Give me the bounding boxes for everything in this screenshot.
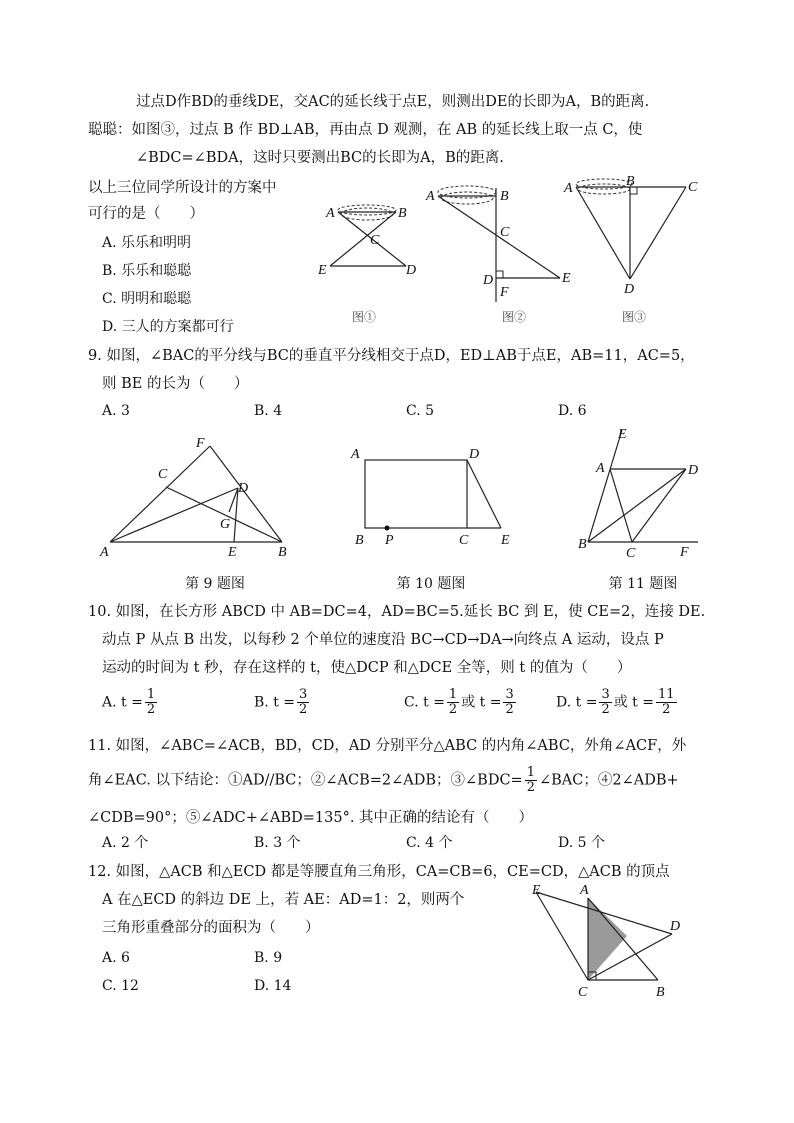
q11-option-a[interactable]: A. 2 个 <box>102 835 149 851</box>
q9-stem-2: 则 BE 的长为（ ） <box>102 376 249 392</box>
caption-q10: 第 10 题图 <box>396 576 466 592</box>
fig1-label-e: E <box>318 263 327 278</box>
fig9-label-f: F <box>196 436 205 451</box>
q11-stem-1: 11. 如图，∠ABC=∠ACB，BD，CD，AD 分别平分△ABC 的内角∠ABC，外角∠ACF，外 <box>88 738 687 754</box>
figure-3 <box>560 175 700 330</box>
q11-option-b[interactable]: B. 3 个 <box>254 835 301 851</box>
fig9-label-a: A <box>100 545 109 560</box>
fig2-label-e: E <box>562 271 571 286</box>
caption-q9: 第 9 题图 <box>185 576 245 592</box>
fig9-label-d: D <box>238 481 249 496</box>
fig1-caption: 图① <box>352 310 377 324</box>
fig9-label-c: C <box>158 467 168 482</box>
fig1-label-d: D <box>406 263 417 278</box>
q9-option-c[interactable]: C. 5 <box>406 403 435 419</box>
q10-option-d[interactable]: D. t = $\frac{3}{2}$ 或 t = $\frac{11}{2}$ <box>556 687 675 717</box>
fig10-label-d: D <box>469 447 480 462</box>
fig12-label-b: B <box>656 985 665 1000</box>
fig3-caption: 图③ <box>622 310 647 324</box>
q9-option-d[interactable]: D. 6 <box>558 403 587 419</box>
q8-stem-1: 以上三位同学所设计的方案中 <box>88 180 277 196</box>
fig12-label-a: A <box>580 883 589 898</box>
q10-stem-3: 运动的时间为 t 秒，存在这样的 t，使△DCP 和△DCE 全等，则 t 的值为（ ） <box>102 660 632 676</box>
caption-q11: 第 11 题图 <box>608 576 678 592</box>
fig3-label-c: C <box>688 180 698 195</box>
q9-option-b[interactable]: B. 4 <box>254 403 283 419</box>
fig9-label-g: G <box>220 517 231 532</box>
fig10-label-p: P <box>385 533 394 548</box>
q8-option-b[interactable]: B. 乐乐和聪聪 <box>102 263 192 279</box>
fig2-caption: 图② <box>502 310 527 324</box>
fig12-label-d: D <box>670 919 681 934</box>
q11-stem-2: 角∠EAC. 以下结论：①AD//BC；②∠ACB=2∠ADB；③∠BDC= $\frac{1}{2}$ ∠BAC；④2∠ADB+ <box>88 765 679 795</box>
fig10-label-a: A <box>351 447 360 462</box>
q11-stem-3: ∠CDB=90°；⑤∠ADC+∠ABD=135°. 其中正确的结论有（ ） <box>88 810 534 826</box>
fig3-label-a: A <box>564 181 573 196</box>
q10-option-b[interactable]: B. t = $\frac{3}{2}$ <box>254 687 308 717</box>
q12-option-b[interactable]: B. 9 <box>254 950 283 966</box>
figure-q9 <box>96 432 306 562</box>
fig11-label-f: F <box>680 545 689 560</box>
q10-stem-2: 动点 P 从点 B 出发，以每秒 2 个单位的速度沿 BC→CD→DA→向终点 A 运动，设点 P <box>102 632 664 648</box>
fig1-label-a: A <box>326 206 335 221</box>
fig11-label-b: B <box>578 537 587 552</box>
q9-stem-1: 9. 如图，∠BAC的平分线与BC的垂直平分线相交于点D，ED⊥AB于点E，AB=11，AC=5， <box>88 348 695 364</box>
fig11-label-e: E <box>618 427 627 442</box>
q10-option-a[interactable]: A. t = $\frac{1}{2}$ <box>102 687 156 717</box>
fig2-label-f: F <box>500 285 509 300</box>
q8-option-a[interactable]: A. 乐乐和明明 <box>102 235 192 251</box>
intro-line-3: ∠BDC=∠BDA，这时只要测出BC的长即为A，B的距离. <box>136 150 504 166</box>
q8-stem-2: 可行的是（ ） <box>88 206 204 222</box>
figure-q12 <box>522 880 702 1008</box>
fig2-label-a: A <box>426 189 435 204</box>
intro-line-1: 过点D作BD的垂线DE，交AC的延长线于点E，则测出DE的长即为A，B的距离. <box>136 94 650 110</box>
fig3-label-b: B <box>626 174 635 189</box>
q12-option-a[interactable]: A. 6 <box>102 950 130 966</box>
fig10-label-e: E <box>501 533 510 548</box>
q11-option-d[interactable]: D. 5 个 <box>558 835 605 851</box>
fig10-label-b: B <box>355 533 364 548</box>
q12-option-c[interactable]: C. 12 <box>102 978 139 994</box>
fig9-label-e: E <box>228 545 237 560</box>
fig11-label-a: A <box>596 461 605 476</box>
fig9-label-b: B <box>278 545 287 560</box>
figure-q11 <box>572 424 712 564</box>
fig10-label-c: C <box>459 533 469 548</box>
fig11-label-c: C <box>626 546 636 561</box>
q10-option-c[interactable]: C. t = $\frac{1}{2}$ 或 t = $\frac{3}{2}$ <box>404 687 514 717</box>
q10-stem-1: 10. 如图，在长方形 ABCD 中 AB=DC=4，AD=BC=5.延长 BC 到 E，使 CE=2，连接 DE. <box>88 604 706 620</box>
q9-option-a[interactable]: A. 3 <box>102 403 130 419</box>
q12-option-d[interactable]: D. 14 <box>254 978 292 994</box>
fig1-label-c: C <box>370 233 380 248</box>
q12-stem-3: 三角形重叠部分的面积为（ ） <box>102 920 320 936</box>
fig2-label-b: B <box>500 189 509 204</box>
q8-option-c[interactable]: C. 明明和聪聪 <box>102 291 192 307</box>
fig3-label-d: D <box>624 282 635 297</box>
figure-1 <box>310 190 420 330</box>
fig1-label-b: B <box>398 206 407 221</box>
q8-option-d[interactable]: D. 三人的方案都可行 <box>102 319 234 335</box>
intro-line-2: 聪聪：如图③，过点 B 作 BD⊥AB，再由点 D 观测，在 AB 的延长线上取一点 C，使 <box>88 122 643 138</box>
fig12-label-c: C <box>578 985 588 1000</box>
q12-stem-1: 12. 如图，△ACB 和△ECD 都是等腰直角三角形，CA=CB=6，CE=CD，△ACB 的顶点 <box>88 864 670 880</box>
q11-option-c[interactable]: C. 4 个 <box>406 835 453 851</box>
figure-2 <box>420 180 580 330</box>
fig2-label-c: C <box>500 225 510 240</box>
q12-stem-2: A 在△ECD 的斜边 DE 上，若 AE：AD=1：2，则两个 <box>102 892 465 908</box>
figure-q10 <box>345 440 525 550</box>
fig2-label-d: D <box>483 273 494 288</box>
fig11-label-d: D <box>688 463 699 478</box>
fig12-label-e: E <box>532 883 541 898</box>
